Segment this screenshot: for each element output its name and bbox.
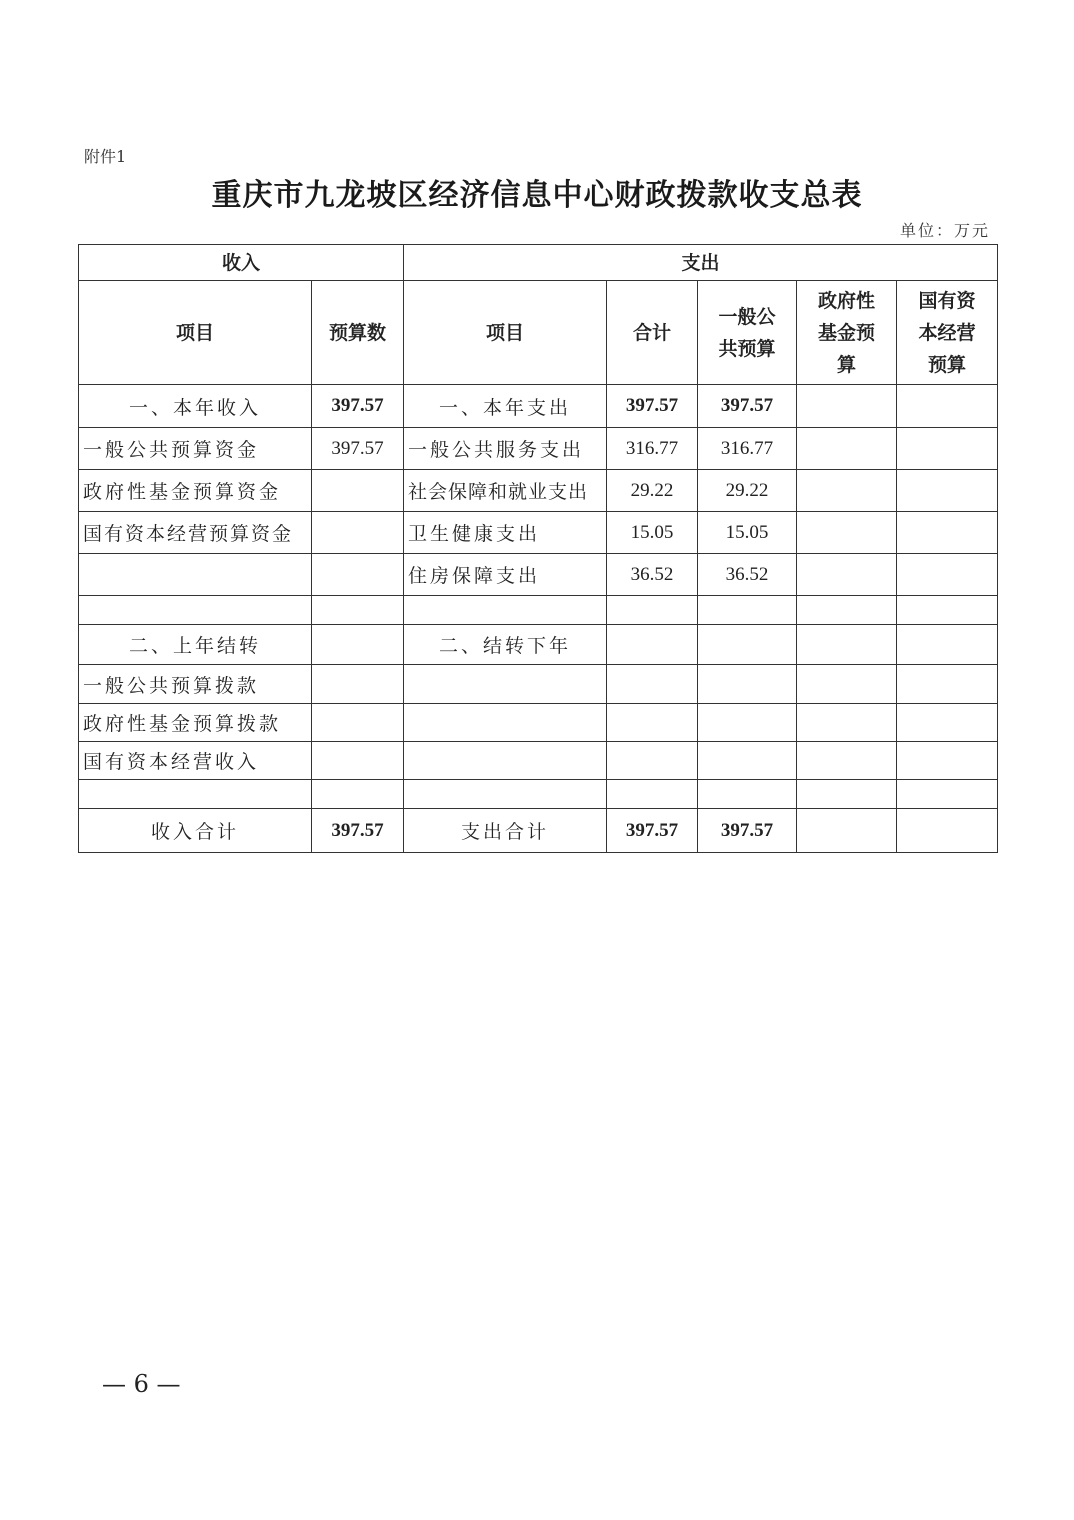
table-row bbox=[79, 470, 998, 512]
income-amount bbox=[312, 554, 404, 596]
income-item: 政府性基金预算拨款 bbox=[79, 704, 312, 742]
col-gov-fund-line3: 算 bbox=[837, 353, 857, 376]
col-budget-count: 预算数 bbox=[312, 281, 404, 385]
income-header: 收入 bbox=[79, 245, 404, 281]
expense-total: 397.57 bbox=[607, 385, 698, 428]
expense-item: 社会保障和就业支出 bbox=[404, 470, 607, 512]
attachment-label: 附件1 bbox=[84, 147, 127, 166]
expense-gov-fund bbox=[797, 428, 897, 470]
expense-general: 36.52 bbox=[698, 554, 797, 596]
table-row bbox=[79, 665, 998, 704]
expense-header: 支出 bbox=[404, 245, 998, 281]
expense-total: 316.77 bbox=[607, 428, 698, 470]
expense-general: 15.05 bbox=[698, 512, 797, 554]
table-row bbox=[79, 428, 998, 470]
col-state-capital-line2: 本经营 bbox=[918, 321, 976, 344]
col-gov-fund bbox=[797, 281, 897, 385]
col-income-item: 项目 bbox=[79, 281, 312, 385]
income-item: 一、本年收入 bbox=[79, 385, 312, 428]
col-state-capital-line1: 国有资 bbox=[918, 289, 976, 312]
expense-item: 二、结转下年 bbox=[404, 625, 607, 665]
table-row bbox=[79, 625, 998, 665]
col-general-public-line1: 一般公 bbox=[718, 305, 776, 328]
expense-item: 一、本年支出 bbox=[404, 385, 607, 428]
table-row bbox=[79, 512, 998, 554]
expense-state-capital bbox=[897, 385, 998, 428]
expense-item: 一般公共服务支出 bbox=[404, 428, 607, 470]
table-row bbox=[79, 385, 998, 428]
expense-state-capital bbox=[897, 428, 998, 470]
expense-gov-fund bbox=[797, 470, 897, 512]
income-item: 政府性基金预算资金 bbox=[79, 470, 312, 512]
expense-general: 397.57 bbox=[698, 385, 797, 428]
expense-gov-fund bbox=[797, 385, 897, 428]
col-state-capital bbox=[897, 281, 998, 385]
expense-general-amount: 397.57 bbox=[698, 809, 797, 853]
income-item bbox=[79, 554, 312, 596]
col-general-public bbox=[698, 281, 797, 385]
expense-general: 316.77 bbox=[698, 428, 797, 470]
column-header-row bbox=[79, 281, 998, 385]
col-gov-fund-line1: 政府性 bbox=[818, 289, 876, 312]
table-total-row bbox=[79, 809, 998, 853]
table-row-empty bbox=[79, 596, 998, 625]
income-amount: 397.57 bbox=[312, 385, 404, 428]
col-total: 合计 bbox=[607, 281, 698, 385]
income-amount bbox=[312, 625, 404, 665]
col-general-public-line2: 共预算 bbox=[718, 337, 776, 360]
expense-total-label: 支出合计 bbox=[404, 809, 607, 853]
income-item: 一般公共预算拨款 bbox=[79, 665, 312, 704]
expense-gov-fund bbox=[797, 512, 897, 554]
expense-gov-fund bbox=[797, 809, 897, 853]
expense-item: 卫生健康支出 bbox=[404, 512, 607, 554]
page-number: — 6 — bbox=[102, 1370, 181, 1398]
budget-table bbox=[78, 244, 998, 853]
col-state-capital-line3: 预算 bbox=[928, 353, 967, 376]
income-amount: 397.57 bbox=[312, 428, 404, 470]
table-row bbox=[79, 554, 998, 596]
expense-total: 36.52 bbox=[607, 554, 698, 596]
table-row bbox=[79, 742, 998, 780]
income-amount bbox=[312, 470, 404, 512]
income-item: 二、上年结转 bbox=[79, 625, 312, 665]
expense-total: 15.05 bbox=[607, 512, 698, 554]
expense-total-amount: 397.57 bbox=[607, 809, 698, 853]
income-item: 国有资本经营预算资金 bbox=[79, 512, 312, 554]
expense-gov-fund bbox=[797, 554, 897, 596]
income-amount bbox=[312, 512, 404, 554]
table-row bbox=[79, 704, 998, 742]
expense-state-capital bbox=[897, 512, 998, 554]
table-header-row bbox=[79, 245, 998, 281]
page-title: 重庆市九龙坡区经济信息中心财政拨款收支总表 bbox=[211, 178, 863, 213]
income-total-label: 收入合计 bbox=[79, 809, 312, 853]
income-total-amount: 397.57 bbox=[312, 809, 404, 853]
col-gov-fund-line2: 基金预 bbox=[818, 321, 876, 344]
income-item: 一般公共预算资金 bbox=[79, 428, 312, 470]
expense-item: 住房保障支出 bbox=[404, 554, 607, 596]
expense-state-capital bbox=[897, 470, 998, 512]
income-item: 国有资本经营收入 bbox=[79, 742, 312, 780]
expense-state-capital bbox=[897, 554, 998, 596]
col-expense-item: 项目 bbox=[404, 281, 607, 385]
expense-state-capital bbox=[897, 809, 998, 853]
table-row-empty bbox=[79, 780, 998, 809]
unit-label: 单位：万元 bbox=[899, 221, 990, 240]
expense-general: 29.22 bbox=[698, 470, 797, 512]
expense-total: 29.22 bbox=[607, 470, 698, 512]
